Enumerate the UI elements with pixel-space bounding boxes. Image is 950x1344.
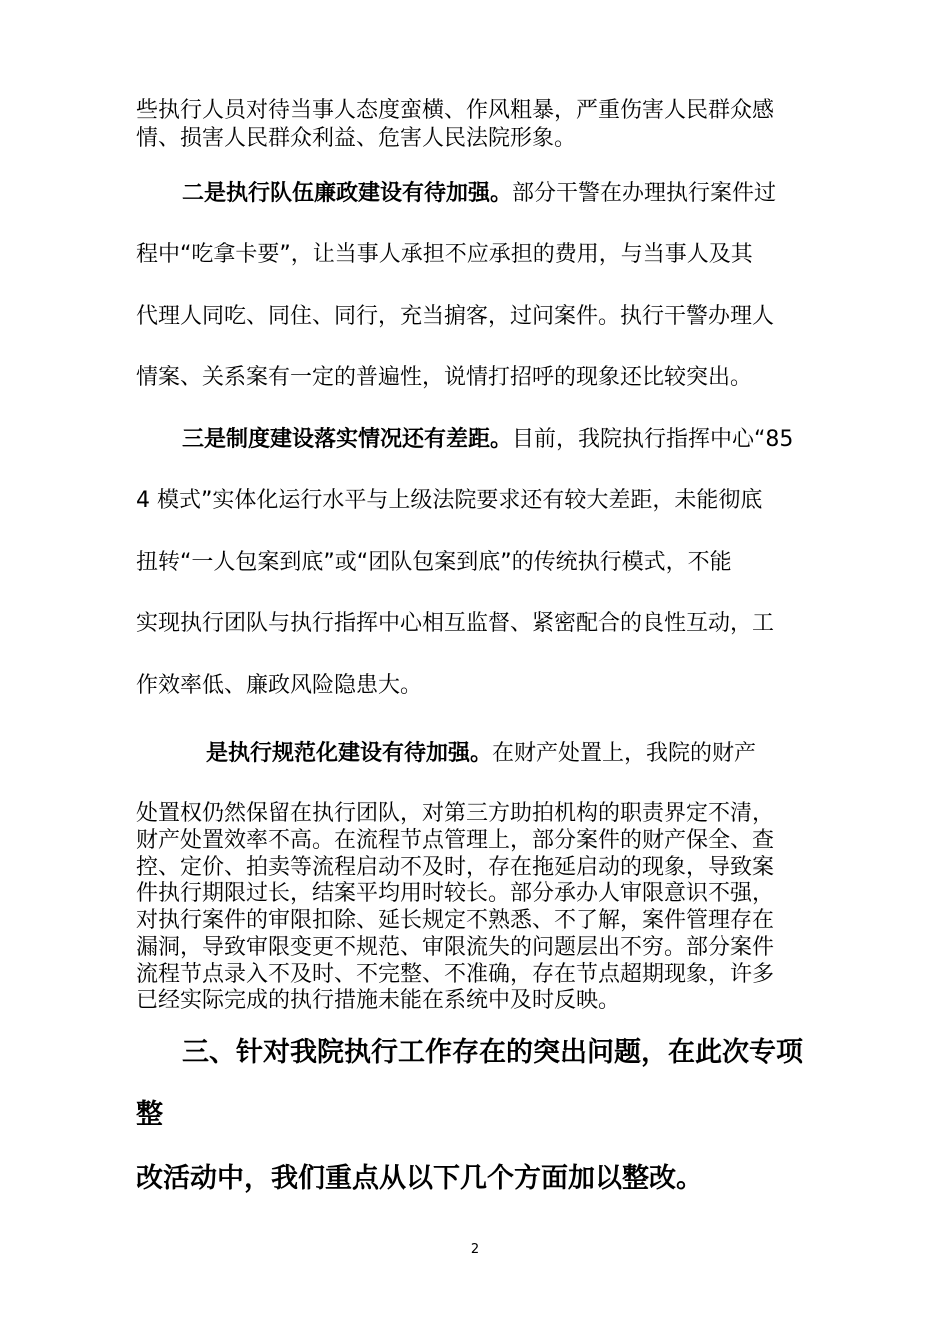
paragraph-line: 些执行人员对待当事人态度蛮横、作风粗暴，严重伤害人民群众感 bbox=[136, 98, 775, 123]
section-heading: 三、针对我院执行工作存在的突出问题，在此次专项 bbox=[182, 1037, 803, 1068]
paragraph-line: 扭转“一人包案到底”或“团队包案到底”的传统执行模式，不能 bbox=[136, 550, 732, 575]
paragraph-line: 对执行案件的审限扣除、延长规定不熟悉、不了解，案件管理存在 bbox=[136, 908, 775, 933]
paragraph-line bbox=[182, 427, 793, 453]
paragraph-line bbox=[206, 741, 756, 767]
section-heading: 改活动中，我们重点从以下几个方面加以整改。 bbox=[136, 1163, 703, 1194]
paragraph-line: 控、定价、拍卖等流程启动不及时，存在拖延启动的现象，导致案 bbox=[136, 855, 775, 880]
paragraph-line: 实现执行团队与执行指挥中心相互监督、紧密配合的良性互动，工 bbox=[136, 611, 775, 636]
paragraph-line: 代理人同吃、同住、同行，充当掮客，过问案件。执行干警办理人 bbox=[136, 304, 775, 329]
page-number: 2 bbox=[470, 1242, 480, 1257]
paragraph-line: 流程节点录入不及时、不完整、不准确，存在节点超期现象，许多 bbox=[136, 962, 775, 987]
paragraph-line: 情、损害人民群众利益、危害人民法院形象。 bbox=[136, 126, 577, 151]
paragraph-line: 处置权仍然保留在执行团队，对第三方助拍机构的职责界定不清， bbox=[136, 801, 775, 826]
paragraph-line: 已经实际完成的执行措施未能在系统中及时反映。 bbox=[136, 988, 621, 1013]
paragraph-line: 财产处置效率不高。在流程节点管理上，部分案件的财产保全、查 bbox=[136, 828, 775, 853]
paragraph-line: 4 模式”实体化运行水平与上级法院要求还有较大差距，未能彻底 bbox=[136, 488, 763, 513]
paragraph-line: 漏洞，导致审限变更不规范、审限流失的问题层出不穷。部分案件 bbox=[136, 935, 775, 960]
paragraph-lead: 三是制度建设落实情况还有差距。 bbox=[182, 427, 513, 452]
paragraph-line: 件执行期限过长，结案平均用时较长。部分承办人审限意识不强， bbox=[136, 881, 775, 906]
paragraph-text: 部分干警在办理执行案件过 bbox=[512, 181, 777, 206]
paragraph-lead: 二是执行队伍廉政建设有待加强。 bbox=[182, 181, 513, 206]
paragraph-line: 情案、关系案有一定的普遍性，说情打招呼的现象还比较突出。 bbox=[136, 365, 753, 390]
paragraph-line: 程中“吃拿卡要”，让当事人承担不应承担的费用，与当事人及其 bbox=[136, 242, 753, 267]
paragraph-lead: 是执行规范化建设有待加强。 bbox=[206, 741, 493, 766]
paragraph-line: 作效率低、廉政风险隐患大。 bbox=[136, 673, 423, 698]
paragraph-text: 目前，我院执行指挥中心“85 bbox=[512, 427, 794, 452]
section-heading: 整 bbox=[136, 1099, 163, 1130]
paragraph-text: 在财产处置上，我院的财产 bbox=[492, 741, 757, 766]
paragraph-line bbox=[182, 181, 776, 207]
